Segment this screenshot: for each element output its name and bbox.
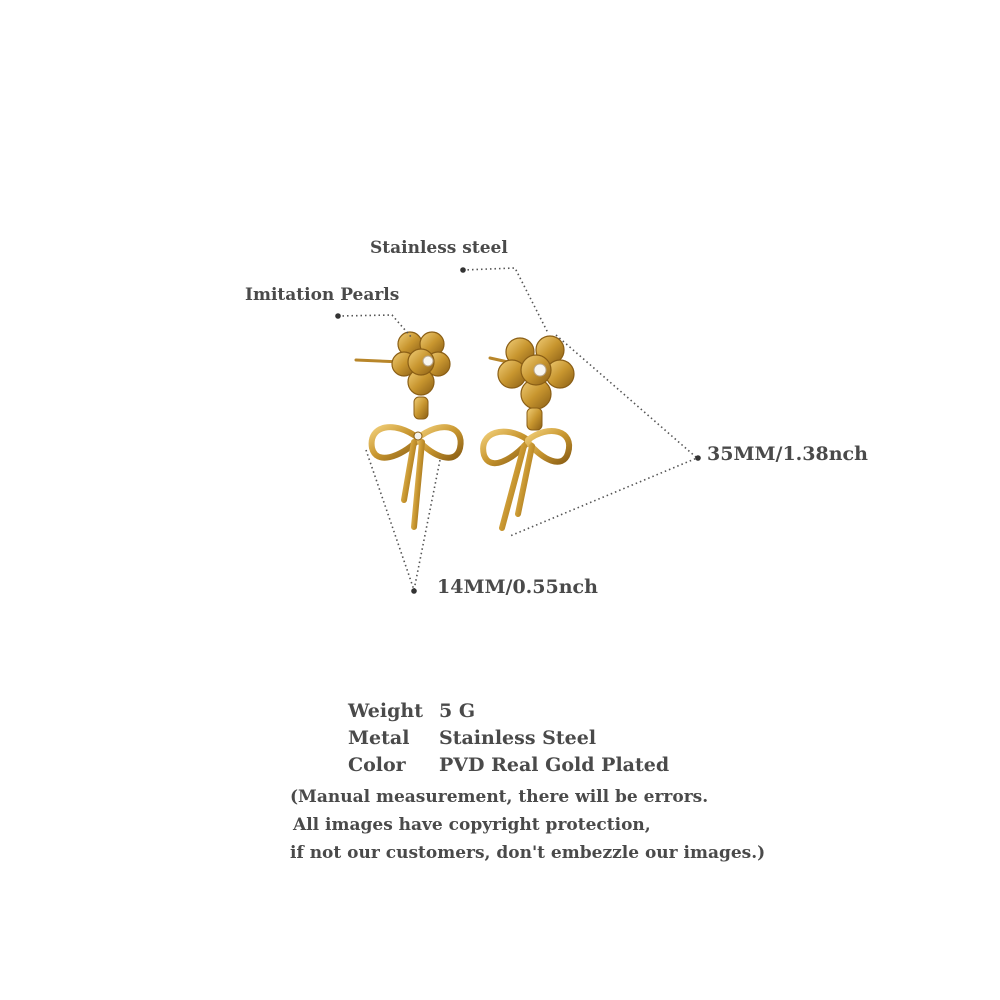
pearl-leader: [338, 315, 412, 338]
pearls-label: Imitation Pearls: [245, 285, 400, 305]
spec-key: Color: [348, 754, 406, 776]
spec-value: 5 G: [439, 700, 476, 722]
note-line: if not our customers, don't embezzle our images.): [290, 843, 766, 863]
left-pearl: [423, 356, 433, 366]
right-pearl: [534, 364, 546, 376]
material-leader: [463, 268, 548, 333]
note-line: All images have copyright protection,: [293, 815, 651, 835]
note-line: (Manual measurement, there will be errors.: [290, 787, 709, 807]
left-flower: [392, 332, 450, 395]
leader-dots: [335, 267, 701, 594]
right-bow: [483, 431, 569, 528]
left-bow: [372, 427, 461, 527]
spec-value: Stainless Steel: [439, 727, 597, 749]
width-leader: [366, 450, 440, 590]
spec-key: Weight: [348, 700, 423, 722]
material-label: Stainless steel: [370, 238, 508, 258]
left-earring: [356, 332, 461, 527]
spec-key: Metal: [348, 727, 410, 749]
width-label: 14MM/0.55nch: [437, 576, 598, 598]
spec-value: PVD Real Gold Plated: [439, 754, 670, 776]
length-label: 35MM/1.38nch: [707, 443, 868, 465]
right-earring: [483, 336, 574, 528]
